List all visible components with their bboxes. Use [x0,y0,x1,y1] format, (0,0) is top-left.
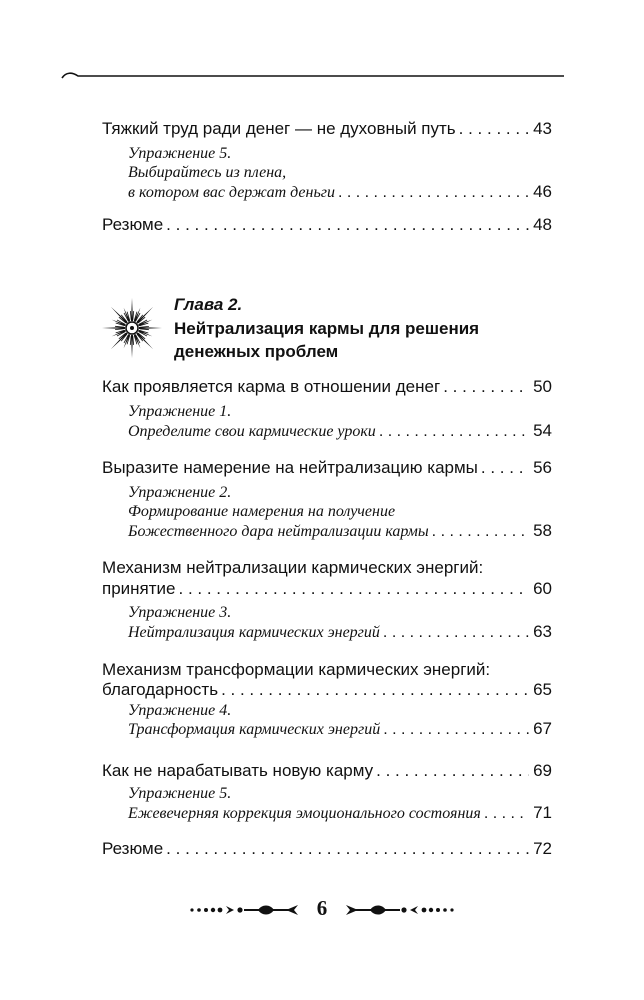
toc-entry-page: 43 [533,119,552,138]
toc-entry-title: принятие [102,579,176,598]
exercise-title: Нейтрализация кармических энергий [128,624,380,641]
toc-entry-page: 60 [533,579,552,598]
toc-entry-page: 69 [533,761,552,780]
toc-entry[interactable] [102,838,552,860]
leader-dots [379,421,529,443]
toc-entry[interactable] [102,214,552,236]
toc-entry-page: 50 [533,377,552,396]
toc-entry-title: Тяжкий труд ради денег — не духовный путь [102,119,456,138]
toc-entry-title[interactable]: Механизм нейтрализации кармических энергий: [102,558,484,577]
chapter-title-line: Нейтрализация кармы для решения [174,319,480,338]
toc-entry[interactable] [102,376,552,398]
toc-entry-title[interactable]: Механизм трансформации кармических энергий: [102,660,491,679]
leader-dots [166,838,529,860]
leader-dots [459,118,529,140]
toc-entry-page: 72 [533,839,552,858]
toc-entry[interactable] [102,760,552,782]
exercise-label: Упражнение 1. [128,403,232,420]
toc-entry-page: 63 [533,622,552,641]
toc-entry[interactable] [102,578,552,600]
chapter-label: Глава 2. [174,295,243,314]
toc-entry-page: 48 [533,215,552,234]
leader-dots [376,760,529,782]
exercise-title: Формирование намерения на получение [128,503,396,520]
leader-dots [443,376,529,398]
toc-entry-page: 56 [533,458,552,477]
exercise-title: Трансформация кармических энергий [128,721,381,738]
toc-entry-page: 58 [533,521,552,540]
exercise-title: Выбирайтесь из плена, [128,164,287,181]
toc-entry-title: благодарность [102,680,219,699]
toc-entry-title: Как проявляется карма в отношении денег [102,377,441,396]
chapter-title-line: денежных проблем [174,342,339,361]
leader-dots [481,457,529,479]
toc-entry-title: Выразите намерение на нейтрализацию кармы [102,458,478,477]
toc-entry-title: Как не нарабатывать новую карму [102,761,374,780]
leader-dots [179,578,530,600]
toc-entry-page: 65 [533,680,552,699]
leader-dots [484,803,529,825]
toc-exercise-entry[interactable] [128,718,552,741]
toc-entry-title: Резюме [102,215,164,234]
leader-dots [432,521,529,543]
exercise-label: Упражнение 5. [128,145,232,162]
exercise-title: Определите свои кармические уроки [128,423,376,440]
leader-dots [338,182,529,204]
page-number: 6 [316,896,328,920]
toc-entry[interactable] [102,118,552,140]
toc-exercise-entry[interactable] [128,181,552,204]
exercise-label: Упражнение 2. [128,484,232,501]
toc-entry-page: 67 [533,719,552,738]
starburst-icon [100,296,164,360]
exercise-label: Упражнение 4. [128,702,232,719]
leader-dots [383,719,529,741]
exercise-title: в котором вас держат деньги [128,184,335,201]
toc-entry[interactable] [102,457,552,479]
exercise-title: Божественного дара нейтрализации кармы [128,523,429,540]
toc-exercise-entry[interactable] [128,621,552,644]
toc-exercise-entry[interactable] [128,802,552,825]
exercise-label: Упражнение 5. [128,785,232,802]
toc-entry[interactable] [102,679,552,701]
toc-entry-title: Резюме [102,839,164,858]
leader-dots [383,622,529,644]
toc-exercise-entry[interactable] [128,420,552,443]
leader-dots [221,679,529,701]
exercise-label: Упражнение 3. [128,604,232,621]
toc-entry-page: 54 [533,421,552,440]
toc-entry-page: 46 [533,182,552,201]
exercise-title: Ежевечерняя коррекция эмоционального состояния [128,805,481,822]
chapter-title[interactable] [174,317,514,363]
leader-dots [166,214,529,236]
toc-entry-page: 71 [533,803,552,822]
header-rule [60,64,566,88]
toc-exercise-entry[interactable] [128,520,552,543]
